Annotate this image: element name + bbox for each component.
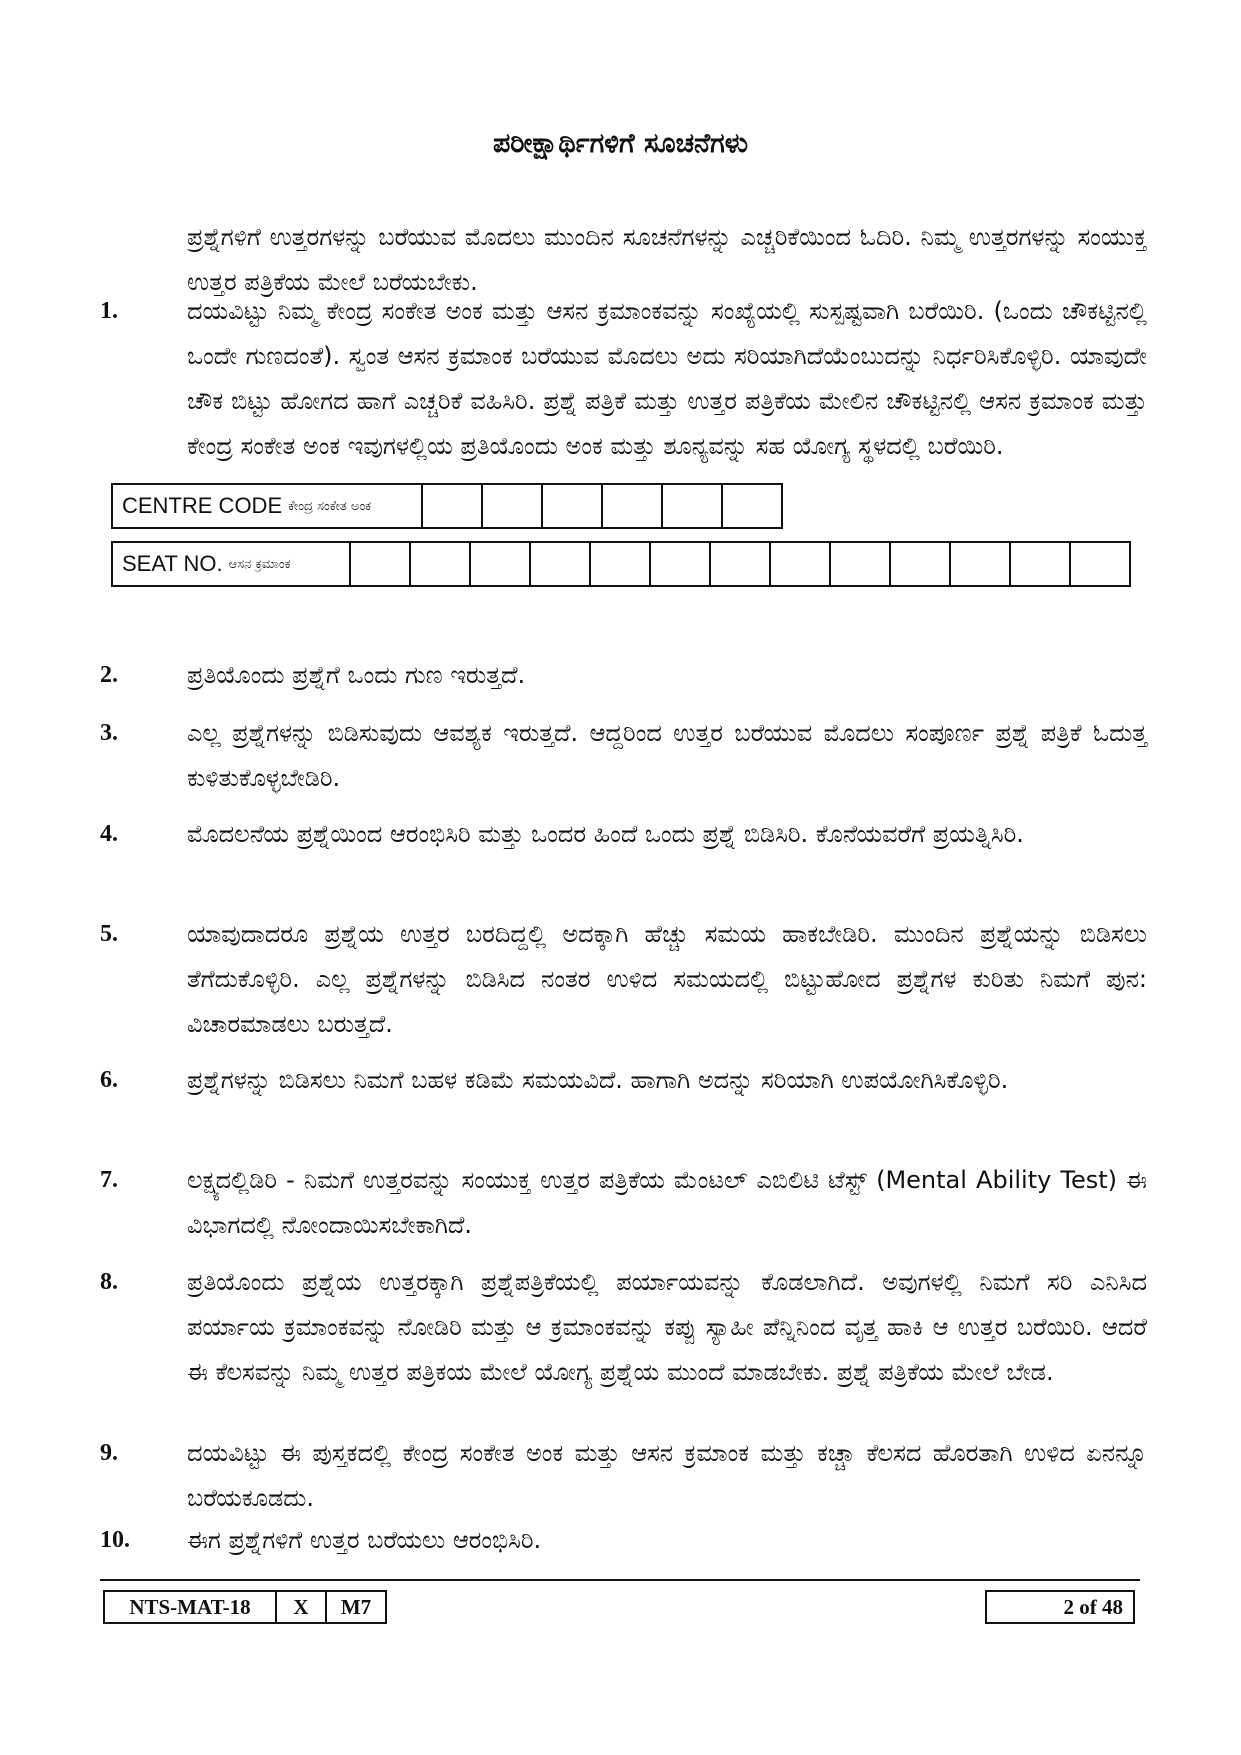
instruction-6 [100,1058,1150,1103]
seat-no-row [111,541,1131,587]
instruction-4 [100,812,1150,857]
instruction-number: 3. [100,720,118,746]
instruction-1 [100,289,1150,469]
seat-no-box[interactable] [831,543,891,585]
instruction-5 [100,912,1150,1047]
centre-code-box[interactable] [723,485,781,527]
instruction-2 [100,653,1150,698]
instruction-3 [100,711,1150,801]
paper-set: M7 [340,1594,372,1619]
instruction-8 [100,1260,1150,1395]
footer-divider [100,1579,1140,1581]
instruction-7 [100,1158,1150,1248]
intro-text: ಪ್ರಶ್ನೆಗಳಿಗೆ ಉತ್ತರಗಳನ್ನು ಬರೆಯುವ ಮೊದಲು ಮುಂದಿನ ಸೂಚನೆಗಳನ್ನು ಎಚ್ಚರಿಕೆಯಿಂದ ಓದಿರಿ. ನಿಮ್ಮ ಉತ್ತರಗಳನ್ನು ಸಂಯುಕ್ತ ಉತ್ತರ ಪತ್ರಿಕೆಯ ಮೇಲೆ ಬರೆಯಬೇಕು. [187,223,1147,296]
seat-no-box[interactable] [411,543,471,585]
seat-no-box[interactable] [351,543,411,585]
instruction-number: 6. [100,1067,118,1093]
centre-code-box[interactable] [483,485,543,527]
instruction-text: ದಯವಿಟ್ಟು ಈ ಪುಸ್ತಕದಲ್ಲಿ ಕೇಂದ್ರ ಸಂಕೇತ ಅಂಕ ಮತ್ತು ಆಸನ ಕ್ರಮಾಂಕ ಮತ್ತು ಕಚ್ಚಾ ಕೆಲಸದ ಹೊರತಾಗಿ ಉಳಿದ ಏನನ್ನೂ ಬರೆಯಕೂಡದು. [187,1439,1147,1512]
centre-code-row [111,483,783,529]
instruction-text: ಯಾವುದಾದರೂ ಪ್ರಶ್ನೆಯ ಉತ್ತರ ಬರದಿದ್ದಲ್ಲಿ ಅದಕ್ಕಾಗಿ ಹೆಚ್ಚು ಸಮಯ ಹಾಕಬೇಡಿರಿ. ಮುಂದಿನ ಪ್ರಶ್ನೆಯನ್ನು ಬಿಡಿಸಲು ತೆಗೆದುಕೊಳ್ಳಿರಿ. ಎಲ್ಲ ಪ್ರಶ್ನೆಗಳನ್ನು ಬಿಡಿಸಿದ ನಂತರ ಉಳಿದ ಸಮಯದಲ್ಲಿ ಬಿಟ್ಟುಹೋದ ಪ್ರಶ್ನೆಗಳ ಕುರಿತು ನಿಮಗೆ ಪುನ: ವಿಚಾರಮಾಡಲು ಬರುತ್ತದೆ. [187,920,1147,1038]
centre-code-box[interactable] [603,485,663,527]
instruction-text: ಪ್ರತಿಯೊಂದು ಪ್ರಶ್ನೆಯ ಉತ್ತರಕ್ಕಾಗಿ ಪ್ರಶ್ನೆಪತ್ರಿಕೆಯಲ್ಲಿ ಪರ್ಯಾಯವನ್ನು ಕೊಡಲಾಗಿದೆ. ಅವುಗಳಲ್ಲಿ ನಿಮಗೆ ಸರಿ ಎನಿಸಿದ ಪರ್ಯಾಯ ಕ್ರಮಾಂಕವನ್ನು ನೋಡಿರಿ ಮತ್ತು ಆ ಕ್ರಮಾಂಕವನ್ನು ಕಪ್ಪು ಸ್ಯಾಹೀ ಪೆನ್ನಿನಿಂದ ವೃತ್ತ ಹಾಕಿ ಆ ಉತ್ತರ ಬರೆಯಿರಿ. ಆದರೆ ಈ ಕೆಲಸವನ್ನು ನಿಮ್ಮ ಉತ್ತರ ಪತ್ರಿಕಯ ಮೇಲೆ ಯೋಗ್ಯ ಪ್ರಶ್ನೆಯ ಮುಂದೆ ಮಾಡಬೇಕು. ಪ್ರಶ್ನೆ ಪತ್ರಿಕೆಯ ಮೇಲೆ ಬೇಡ. [187,1268,1147,1386]
seat-no-box[interactable] [711,543,771,585]
centre-code-box[interactable] [543,485,603,527]
instruction-text: ಈಗ ಪ್ರಶ್ನೆಗಳಿಗೆ ಉತ್ತರ ಬರೆಯಲು ಆರಂಭಿಸಿರಿ. [187,1526,542,1554]
instruction-number: 10. [100,1527,130,1553]
paper-code-box [103,1590,387,1624]
instruction-10 [100,1518,1150,1563]
instruction-number: 9. [100,1440,118,1466]
instruction-text: ದಯವಿಟ್ಟು ನಿಮ್ಮ ಕೇಂದ್ರ ಸಂಕೇತ ಅಂಕ ಮತ್ತು ಆಸನ ಕ್ರಮಾಂಕವನ್ನು ಸಂಖ್ಯೆಯಲ್ಲಿ ಸುಸ್ಪಷ್ಟವಾಗಿ ಬರೆಯಿರಿ. (ಒಂದು ಚೌಕಟ್ಟಿನಲ್ಲಿ ಒಂದೇ ಗುಣದಂತೆ). ಸ್ವಂತ ಆಸನ ಕ್ರಮಾಂಕ ಬರೆಯುವ ಮೊದಲು ಅದು ಸರಿಯಾಗಿದೆಯೆಂಬುದನ್ನು ನಿರ್ಧರಿಸಿಕೊಳ್ಳಿರಿ. ಯಾವುದೇ ಚೌಕ ಬಿಟ್ಟು ಹೋಗದ ಹಾಗೆ ಎಚ್ಚರಿಕೆ ವಹಿಸಿರಿ. ಪ್ರಶ್ನೆ ಪತ್ರಿಕೆ ಮತ್ತು ಉತ್ತರ ಪತ್ರಿಕೆಯ ಮೇಲಿನ ಚೌಕಟ್ಟಿನಲ್ಲಿ ಆಸನ ಕ್ರಮಾಂಕ ಮತ್ತು ಕೇಂದ್ರ ಸಂಕೇತ ಅಂಕ ಇವುಗಳಲ್ಲಿಯ ಪ್ರತಿಯೊಂದು ಅಂಕ ಮತ್ತು ಶೂನ್ಯವನ್ನು ಸಹ ಯೋಗ್ಯ ಸ್ಥಳದಲ್ಲಿ ಬರೆಯಿರಿ. [187,297,1147,460]
centre-code-box[interactable] [663,485,723,527]
seat-no-box[interactable] [891,543,951,585]
instruction-text: ಪ್ರತಿಯೊಂದು ಪ್ರಶ್ನೆಗೆ ಒಂದು ಗುಣ ಇರುತ್ತದೆ. [187,661,526,689]
seat-no-label [113,543,351,585]
centre-code-label [113,485,423,527]
seat-no-box[interactable] [1011,543,1071,585]
page-title: ಪರೀಕ್ಷಾರ್ಥಿಗಳಿಗೆ ಸೂಚನೆಗಳು [493,128,748,159]
instruction-number: 4. [100,821,118,847]
instruction-9 [100,1431,1150,1521]
centre-code-box[interactable] [423,485,483,527]
instruction-number: 7. [100,1167,118,1193]
paper-version: X [277,1592,327,1622]
instruction-number: 8. [100,1269,118,1295]
centre-code-label-en: CENTRE CODE [122,493,283,518]
page-number: 2 of 48 [985,1590,1135,1624]
instruction-text: ಲಕ್ಷ್ಯದಲ್ಲಿಡಿರಿ - ನಿಮಗೆ ಉತ್ತರವನ್ನು ಸಂಯುಕ್ತ ಉತ್ತರ ಪತ್ರಿಕೆಯ ಮೆಂಟಲ್ ಎಬಿಲಿಟಿ ಟೆಸ್ಟ್ (Mental Ability Test) ಈ ವಿಭಾಗದಲ್ಲಿ ನೋಂದಾಯಿಸಬೇಕಾಗಿದೆ. [187,1166,1147,1239]
seat-no-box[interactable] [1071,543,1129,585]
instruction-number: 5. [100,921,118,947]
instruction-text: ಎಲ್ಲ ಪ್ರಶ್ನೆಗಳನ್ನು ಬಿಡಿಸುವುದು ಆವಶ್ಯಕ ಇರುತ್ತದೆ. ಆದ್ದರಿಂದ ಉತ್ತರ ಬರೆಯುವ ಮೊದಲು ಸಂಪೂರ್ಣ ಪ್ರಶ್ನೆ ಪತ್ರಿಕೆ ಓದುತ್ತ ಕುಳಿತುಕೊಳ್ಳಬೇಡಿರಿ. [187,719,1147,792]
instruction-text: ಪ್ರಶ್ನೆಗಳನ್ನು ಬಿಡಿಸಲು ನಿಮಗೆ ಬಹಳ ಕಡಿಮೆ ಸಮಯವಿದೆ. ಹಾಗಾಗಿ ಅದನ್ನು ಸರಿಯಾಗಿ ಉಪಯೋಗಿಸಿಕೊಳ್ಳಿರಿ. [187,1066,1009,1094]
centre-code-label-kn: ಕೇಂದ್ರ ಸಂಕೇತ ಅಂಕ [288,498,372,514]
instruction-text: ಮೊದಲನೆಯ ಪ್ರಶ್ನೆಯಿಂದ ಆರಂಭಿಸಿರಿ ಮತ್ತು ಒಂದರ ಹಿಂದೆ ಒಂದು ಪ್ರಶ್ನೆ ಬಿಡಿಸಿರಿ. ಕೊನೆಯವರೆಗೆ ಪ್ರಯತ್ನಿಸಿರಿ. [187,820,1024,848]
seat-no-box[interactable] [651,543,711,585]
instruction-number: 2. [100,662,118,688]
seat-no-box[interactable] [951,543,1011,585]
seat-no-label-en: SEAT NO. [122,551,223,576]
seat-no-label-kn: ಆಸನ ಕ್ರಮಾಂಕ [228,556,291,572]
seat-no-box[interactable] [771,543,831,585]
instruction-number: 1. [100,298,118,324]
seat-no-box[interactable] [591,543,651,585]
seat-no-box[interactable] [471,543,531,585]
paper-code: NTS-MAT-18 [105,1592,277,1622]
seat-no-box[interactable] [531,543,591,585]
